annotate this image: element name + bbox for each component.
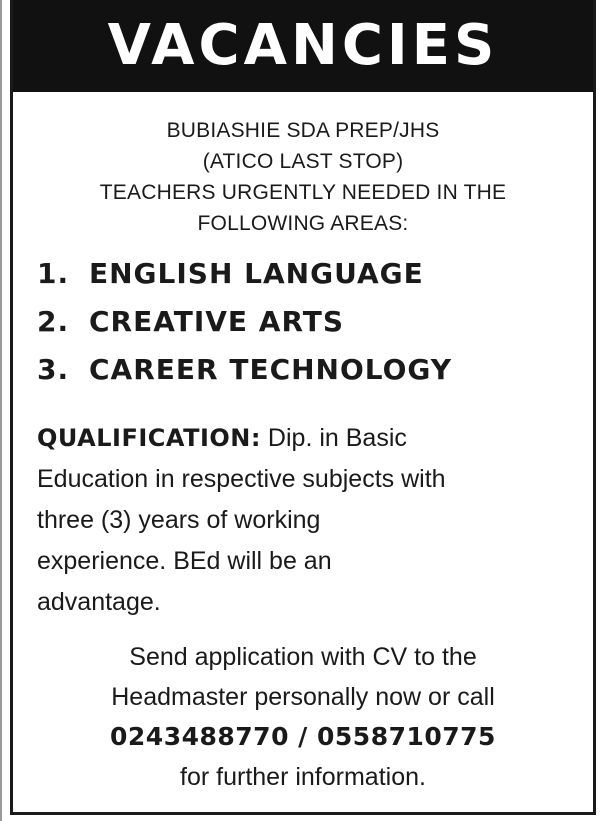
subject-area-list	[37, 250, 577, 394]
list-number: 3.	[37, 353, 70, 386]
subject-area-label: CREATIVE ARTS	[89, 305, 345, 338]
vacancy-advert	[10, 0, 596, 815]
qualification-label: QUALIFICATION:	[37, 424, 261, 452]
page-edge-rule	[0, 0, 2, 821]
application-text: for further information.	[180, 763, 426, 791]
school-intro	[13, 115, 593, 239]
intro-line: FOLLOWING AREAS:	[197, 212, 409, 235]
subject-area-label: CAREER TECHNOLOGY	[89, 353, 453, 386]
application-instructions	[13, 637, 593, 797]
school-location: (ATICO LAST STOP)	[202, 150, 404, 173]
subject-area-label: ENGLISH LANGUAGE	[89, 257, 424, 290]
qualification-text: experience. BEd will be an	[37, 547, 332, 575]
intro-line: TEACHERS URGENTLY NEEDED IN THE	[99, 181, 507, 204]
banner-title: VACANCIES	[107, 13, 499, 78]
list-item	[37, 250, 577, 298]
vacancies-banner	[13, 0, 593, 92]
qualification-text: Dip. in Basic	[260, 424, 407, 452]
school-name: BUBIASHIE SDA PREP/JHS	[166, 119, 440, 142]
list-number: 1.	[37, 257, 70, 290]
qualification-text: Education in respective subjects with	[37, 465, 446, 493]
list-item	[37, 346, 577, 394]
qualification-text: three (3) years of working	[37, 506, 321, 534]
list-item	[37, 298, 577, 346]
application-text: Send application with CV to the	[129, 643, 477, 671]
application-text: Headmaster personally now or call	[111, 683, 495, 711]
contact-phone-numbers: 0243488770 / 0558710775	[110, 722, 496, 751]
qualification-text: advantage.	[37, 588, 161, 616]
qualification-first-line	[37, 418, 589, 459]
qualification-section	[37, 418, 589, 623]
list-number: 2.	[37, 305, 70, 338]
